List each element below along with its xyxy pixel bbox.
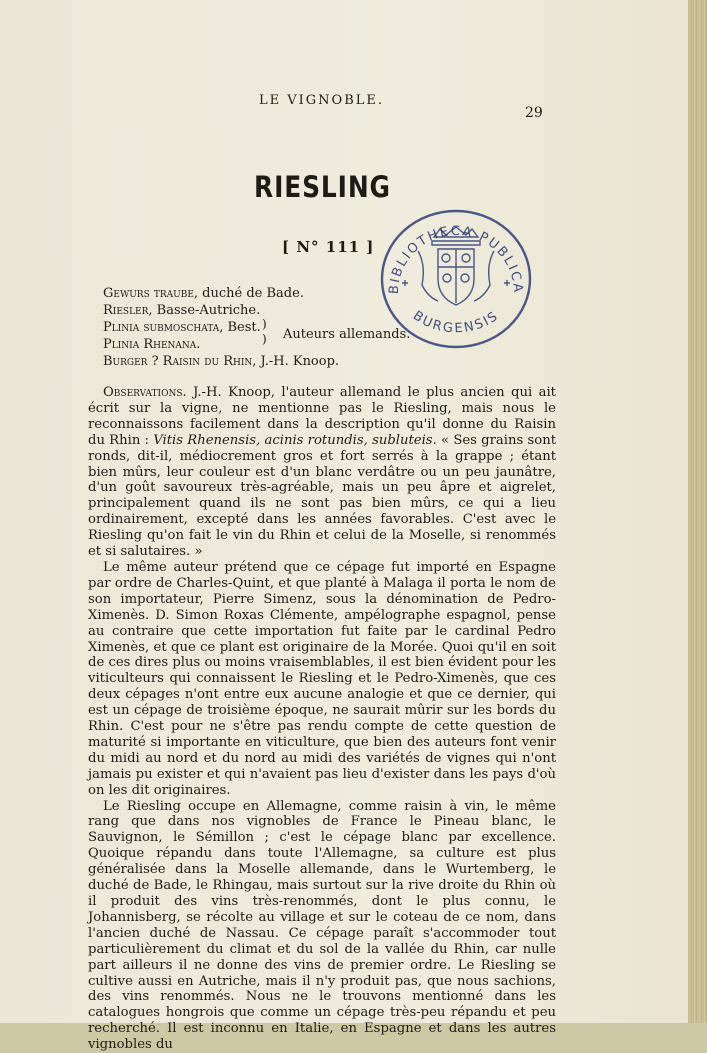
synonyms-note: Auteurs allemands.: [283, 327, 411, 342]
synonym-source: Basse-Autriche.: [152, 303, 261, 318]
synonym-name: Gewurs traube,: [103, 286, 199, 301]
synonym-name: Burger ? Raisin du Rhin,: [103, 354, 257, 369]
brace-mark: ) ): [262, 317, 267, 346]
synonym-line: [103, 353, 339, 370]
entry-title: RIESLING: [254, 170, 391, 204]
observations-label: Observations.: [103, 385, 187, 400]
page-edge: [688, 0, 707, 1023]
svg-text:BURGENSIS: [410, 308, 502, 336]
synonym-name: Plinia submoschata,: [103, 320, 224, 335]
paragraph: Le même auteur prétend que ce cépage fut importé en Espagne par ordre de Charles-Quint, et que planté à Malaga il porta le nom de son importateur, Pierre Simenz, sous la dénomination de Pedro-Ximenès. D. Simon Roxas Clémente, ampélographe espagnol, pense au contraire que cette importation fut faite par le cardinal Pedro Ximenès, et que ce plant est originaire de la Morée. Quoi qu'il en soit de ces dires plus ou moins vraisemblables, il est bien évident pour les viticulteurs qui connaissent le Riesling et le Pedro-Ximenès, que ces deux cépages n'ont entre eux aucune analogie et que ce dernier, qui est un cépage de troisième époque, ne saurait mûrir sur les bords du Rhin. C'est pour ne s'être pas rendu compte de cette question de maturité si importante en viticulture, que bien des auteurs font venir du midi au nord et du nord au midi des variétés de vignes qui n'ont jamais pu exister et qui n'avaient pas lieu d'exister dans les pays d'où on les dit originaires.: [88, 559, 556, 798]
paragraph-text: J.-H. Knoop, l'auteur allemand le plus ancien qui ait écrit sur la vigne, ne mentionne pas le Riesling, mais nous le reconnaissons facilement dans la description qu'il donne du Raisin du Rhin :: [88, 385, 556, 448]
synonym-source: duché de Bade.: [198, 286, 304, 301]
synonym-name: Plinia Rhenana.: [103, 337, 201, 352]
stamp-text-top: BIBLIOTHECA PUBLICA: [386, 223, 526, 295]
running-head: LE VIGNOBLE.: [259, 93, 385, 108]
synonym-source: Best.: [223, 320, 261, 335]
paragraph-observations: [88, 385, 556, 560]
synonym-line: [103, 302, 339, 319]
stamp-text-bottom: BURGENSIS: [409, 308, 503, 337]
synonym-source: J.-H. Knoop.: [256, 354, 340, 369]
latin-name: Vitis Rhenensis, acinis rotundis, subluteis.: [153, 432, 437, 448]
paragraph: Le Riesling occupe en Allemagne, comme raisin à vin, le même rang que dans nos vignobles de France le Pineau blanc, le Sauvignon, le Sémillon ; c'est le cépage blanc par excellence. Quoique répandu dans toute l'Allemagne, sa culture est plus généralisée dans la Moselle allemande, dans le Wurtemberg, le duché de Bade, le Rhingau, mais surtout sur la rive droite du Rhin où il produit des vins très-renommés, dont le plus connu, le Johannisberg, se récolte au village et sur le coteau de ce nom, dans l'ancien duché de Nassau. Ce cépage paraît s'accommoder tout particulièrement du climat et du sol de la vallée du Rhin, car nulle part ailleurs il ne donne des vins de premier ordre. Le Riesling se cultive aussi en Autriche, mais il n'y produit pas, que nous sachions, des vins renommés. Nous ne le trouvons mentionné dans les catalogues hongrois que comme un cépage très-peu répandu et peu recherché. Il est inconnu en Italie, en Espagne et dans les autres vignobles du: [88, 798, 556, 1053]
entry-number: [ N° 111 ]: [282, 238, 375, 256]
body-text: [88, 385, 556, 1053]
paragraph-text: « Ses grains sont ronds, dit-il, médiocrement gros et fort serrés à la grappe ; étant bien mûrs, leur couleur est d'un blanc verdâtre ou un peu jaunâtre, d'un goût savoureux très-agréable, mais un peu âpre et aigrelet, principalement quand ils ne sont pas bien mûrs, ce qui a lieu ordinairement, excepté dans les années favorables. C'est avec le Riesling qu'on fait le vin du Rhin et celui de la Moselle, si renommés et si salutaires. »: [88, 432, 557, 560]
synonym-line: [103, 285, 339, 302]
page-number: 29: [525, 105, 543, 121]
synonym-name: Riesler,: [103, 303, 153, 318]
